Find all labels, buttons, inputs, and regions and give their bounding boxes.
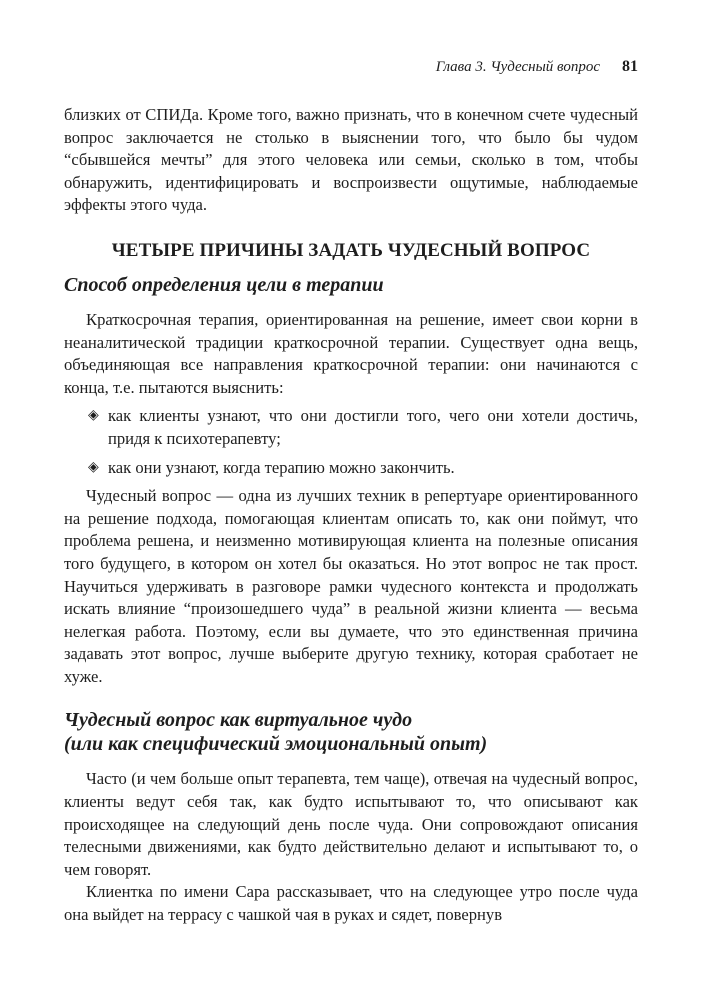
- subsection-title-line: (или как специфический эмоциональный опыт): [64, 733, 488, 756]
- list-item: [64, 405, 638, 450]
- section-title: ЧЕТЫРЕ ПРИЧИНЫ ЗАДАТЬ ЧУДЕСНЫЙ ВОПРОС: [111, 239, 591, 261]
- paragraph: Краткосрочная терапия, ориентированная на решение, имеет свои корни в неаналитической традиции краткосрочной терапии. Существует одна вещь, объединяющая все направления краткосрочной терапии: они начинаются с конца, т.е. пытаются выяснить:: [64, 309, 638, 397]
- diamond-bullet-icon: ◈: [88, 459, 99, 475]
- subsection-title-goal: Способ определения цели в терапии: [64, 273, 384, 296]
- bullet-list: [64, 405, 638, 479]
- list-item-text: как клиенты узнают, что они достигли того, чего они хотели достичь, придя к психотерапевту;: [108, 406, 638, 448]
- paragraph: Часто (и чем больше опыт терапевта, тем чаще), отвечая на чудесный вопрос, клиенты ведут себя так, как будто испытывают то, что описывают как происходящее на следующий день после чуда. Они сопровождают описания телесными движениями, как будто действительно делают и испытывают то, о чем говорят.: [64, 769, 638, 879]
- paragraph: Клиентка по имени Сара рассказывает, что на следующее утро после чуда она выйдет на террасу с чашкой чая в руках и сядет, повернув: [64, 882, 638, 925]
- list-item-text: как они узнают, когда терапию можно закончить.: [108, 457, 455, 477]
- chapter-title: Глава 3. Чудесный вопрос: [435, 59, 600, 75]
- intro-paragraph: близких от СПИДа. Кроме того, важно признать, что в конечном счете чудесный вопрос заключается не столько в выяснении того, что было бы чудом “сбывшейся мечты” для этого человека или семьи, сколько в том, чтобы обнаружить, идентифицировать и воспроизвести ощутимые, наблюдаемые эффекты этого чуда.: [64, 105, 638, 215]
- diamond-bullet-icon: ◈: [88, 408, 99, 424]
- book-page: [64, 58, 638, 927]
- paragraph: Чудесный вопрос — одна из лучших техник в репертуаре ориентированного на решение подхода, помогающая клиентам описать то, как они поймут, что проблема решена, и неизменно мотивирующая клиента на полезные описания того будущего, в котором он хотел бы оказаться. Но этот вопрос не так прост. Научиться удерживать в разговоре рамки чудесного контекста и продолжать искать влияние “произошедшего чуда” в реальной жизни клиента — весьма нелегкая работа. Поэтому, если вы думаете, что это единственная причина задавать этот вопрос, лучше выберите другую технику, которая сработает не хуже.: [64, 486, 638, 686]
- running-header: [64, 58, 638, 80]
- list-item: [64, 457, 638, 480]
- subsection-title-line: Чудесный вопрос как виртуальное чудо: [64, 709, 413, 732]
- page-number: 81: [622, 58, 638, 75]
- subsection-title-virtual-miracle: [64, 708, 638, 756]
